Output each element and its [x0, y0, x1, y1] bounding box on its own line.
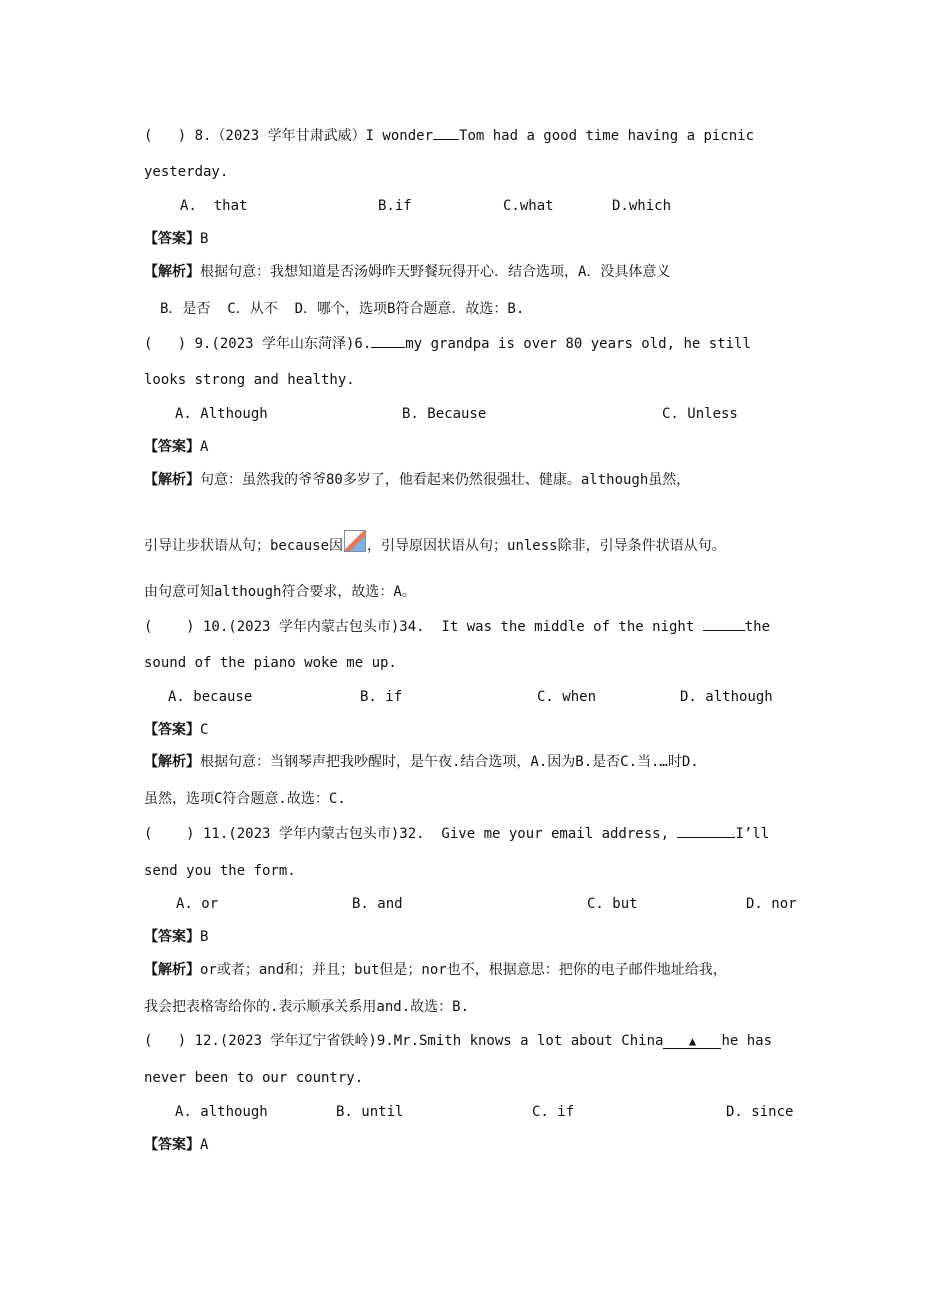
- q10-stem: ( ) 10.(2023 学年内蒙古包头市)34. It was the middle of the night the: [144, 616, 770, 637]
- option-c: C.what: [503, 198, 554, 214]
- q9-analysis-cont: 引导让步状语从句；because因 ，引导原因状语从句；unless除非，引导条件状语从句。: [144, 530, 726, 556]
- triangle-blank: ▲: [663, 1034, 721, 1049]
- option-b: B. until: [336, 1104, 404, 1120]
- q9-analysis: 【解析】句意：虽然我的爷爷80多岁了，他看起来仍然很强壮、健康。although虽然，: [144, 472, 691, 488]
- broken-image-icon: [344, 530, 366, 552]
- q8-answer: 【答案】B: [144, 231, 209, 247]
- option-d: D. although: [680, 689, 773, 705]
- q9-stem: ( ) 9.(2023 学年山东菏泽)6. my grandpa is over 80 years old, he still: [144, 333, 751, 354]
- q8-stem: ( ) 8.（2023 学年甘肃武威）I wonder Tom had a good time having a picnic: [144, 125, 754, 146]
- option-b: B. Because: [402, 406, 487, 422]
- q10-options: [0, 687, 950, 707]
- q8-analysis-cont: B．是否 C．从不 D．哪个，选项B符合题意．故选：B.: [160, 301, 525, 317]
- option-c: C. when: [537, 689, 597, 705]
- q11-options: [0, 894, 950, 914]
- option-a: A. although: [175, 1104, 268, 1120]
- q11-analysis-cont: 我会把表格寄给你的.表示顺承关系用and.故选：B.: [144, 999, 469, 1015]
- q10-stem-cont: sound of the piano woke me up.: [144, 655, 397, 671]
- option-d: D. nor: [746, 896, 797, 912]
- answer-blank: [677, 823, 735, 838]
- option-c: C. Unless: [662, 406, 738, 422]
- option-a: A. that: [180, 198, 248, 214]
- answer-blank: [703, 616, 745, 631]
- q11-stem-cont: send you the form.: [144, 863, 296, 879]
- q12-answer: 【答案】A: [144, 1137, 209, 1153]
- q11-answer: 【答案】B: [144, 929, 209, 945]
- option-c: C. but: [587, 896, 638, 912]
- q9-stem-cont: looks strong and healthy.: [144, 372, 355, 388]
- q8-stem-cont: yesterday.: [144, 164, 229, 180]
- option-a: A. Although: [175, 406, 268, 422]
- answer-blank: [371, 333, 405, 348]
- q10-analysis: 【解析】根据句意：当钢琴声把我吵醒时，是午夜.结合选项，A.因为B.是否C.当.…时D.: [144, 754, 699, 770]
- q11-analysis: 【解析】or或者；and和；并且；but但是；nor也不，根据意思：把你的电子邮件地址给我，: [144, 962, 727, 978]
- q9-answer: 【答案】A: [144, 439, 209, 455]
- option-b: B.if: [378, 198, 412, 214]
- option-a: A. because: [168, 689, 253, 705]
- q9-analysis-end: 由句意可知although符合要求，故选：A。: [144, 584, 416, 600]
- q12-stem-cont: never been to our country.: [144, 1070, 364, 1086]
- q8-analysis: 【解析】根据句意：我想知道是否汤姆昨天野餐玩得开心．结合选项，A．没具体意义: [144, 264, 671, 280]
- q12-stem: ( ) 12.(2023 学年辽宁省铁岭)9.Mr.Smith knows a lot about China ▲ he has: [144, 1033, 773, 1049]
- option-d: D. since: [726, 1104, 794, 1120]
- q10-analysis-cont: 虽然，选项C符合题意.故选：C.: [144, 791, 346, 807]
- option-a: A. or: [176, 896, 219, 912]
- answer-blank: [433, 125, 459, 140]
- option-b: B. and: [352, 896, 403, 912]
- q11-stem: ( ) 11.(2023 学年内蒙古包头市)32. Give me your email address, I’ll: [144, 823, 769, 844]
- q10-answer: 【答案】C: [144, 722, 209, 738]
- q12-options: [0, 1102, 950, 1122]
- option-b: B. if: [360, 689, 403, 705]
- q8-options: [0, 196, 950, 216]
- q9-options: [0, 404, 950, 424]
- option-c: C. if: [532, 1104, 575, 1120]
- option-d: D.which: [612, 198, 672, 214]
